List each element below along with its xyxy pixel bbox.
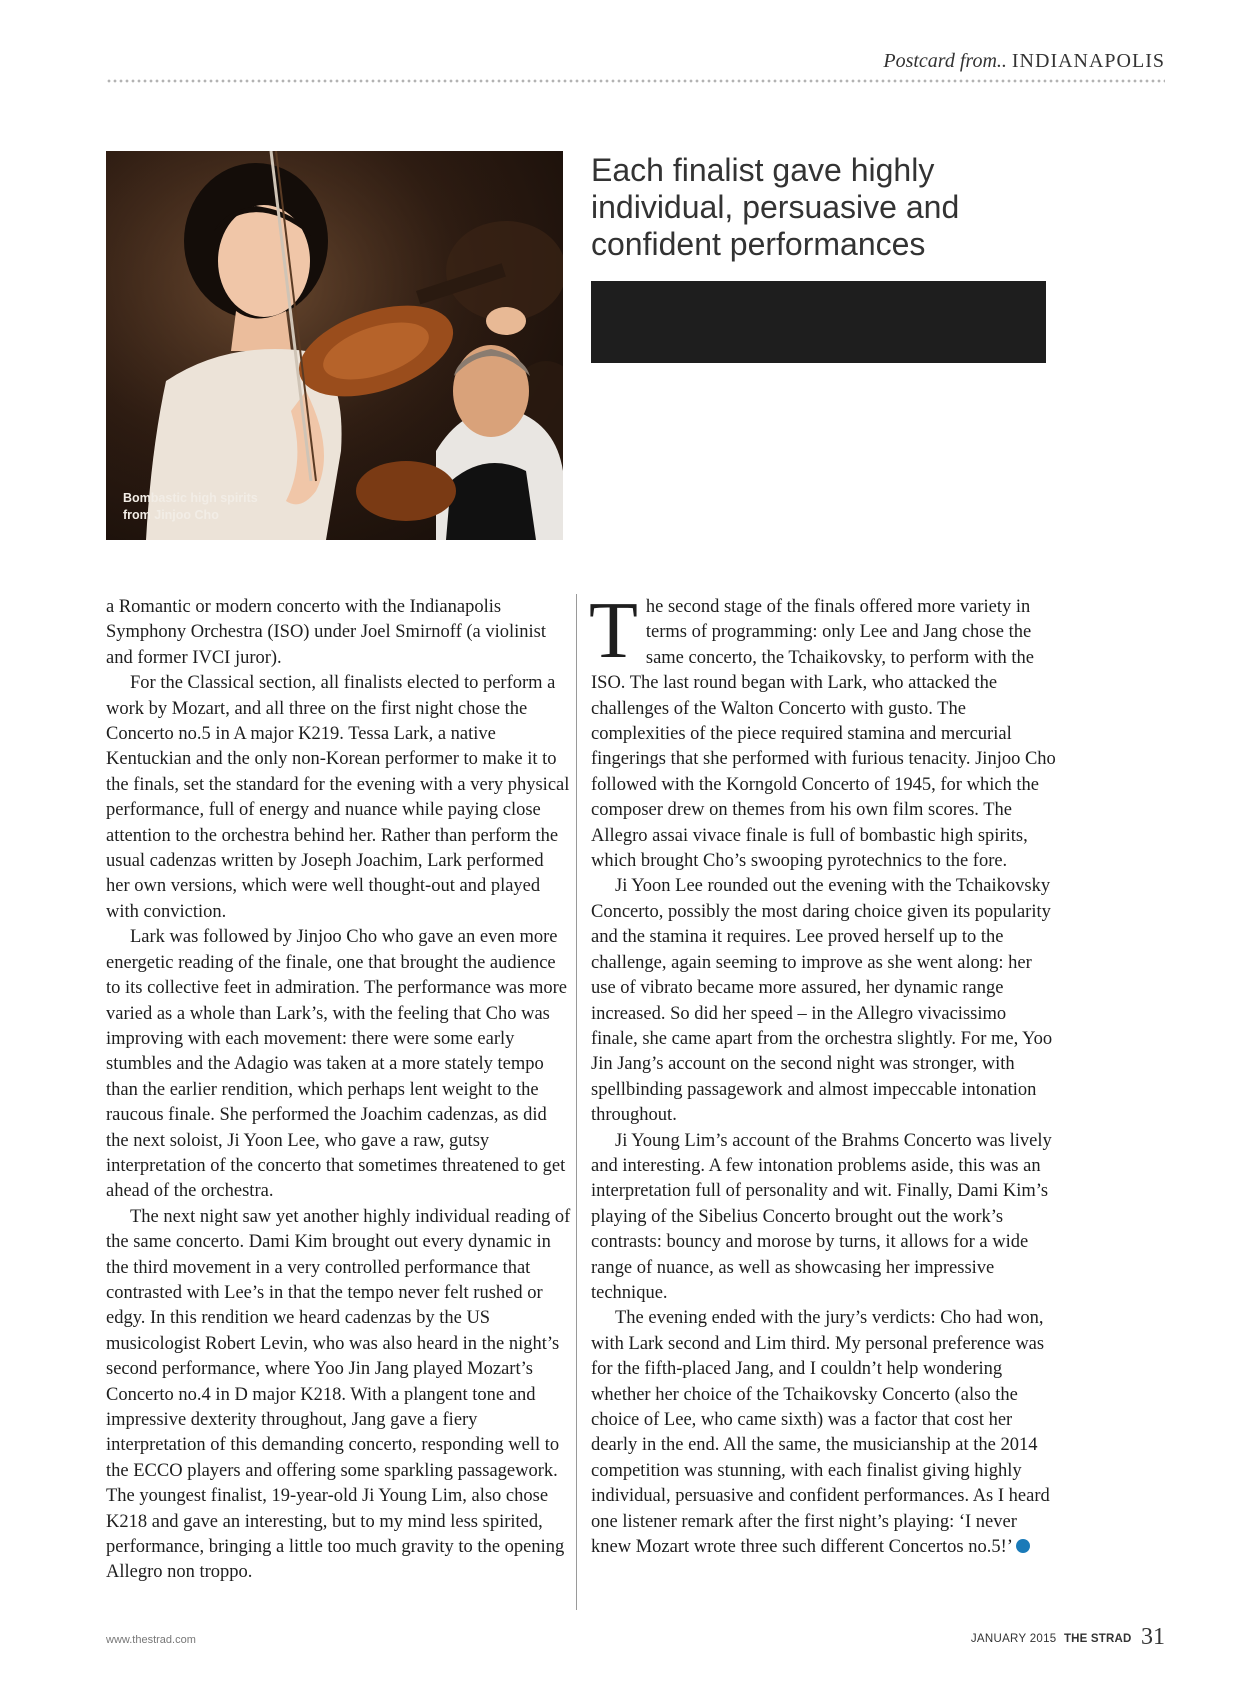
footer-date: JANUARY 2015: [970, 1633, 1057, 1645]
black-bar: [591, 281, 1046, 363]
left-paragraph-4: The next night saw yet another highly individual reading of the same concerto. Dami Kim brought out every dynamic in the third movement in a very controlled performance that contrasted with Lee’s in that the tempo never felt rushed or edgy. In this rendition we heard cadenzas by the US musicologist Robert Levin, who was also heard in the night’s second performance, where Yoo Jin Jang played Mozart’s Concerto no.4 in D major K218. With a plangent tone and impressive dexterity throughout, Jang gave a fiery interpretation of this demanding concerto, responding well to the ECCO players and offering some sparkling passagework. The youngest finalist, 19-year-old Ji Young Lim, also chose K218 and gave an interesting, but to my mind less spirited, performance, bringing a little too much gravity to the opening Allegro non troppo.: [106, 1206, 571, 1583]
right-column: [589, 587, 1056, 1560]
column-divider: [576, 594, 577, 1610]
footer-magazine-name: THE STRAD: [1063, 1633, 1132, 1645]
right-paragraph-1: [589, 587, 1056, 874]
running-head-section: INDIANAPOLIS: [1011, 50, 1165, 72]
left-paragraph-2: For the Classical section, all finalists elected to perform a work by Mozart, and all three on the first night chose the Concerto no.5 in A major K219. Tessa Lark, a native Kentuckian and the only non-Korean performer to make it to the finals, set the standard for the evening with a very physical performance, full of energy and nuance while paying close attention to the orchestra behind her. Rather than perform the usual cadenzas written by Joseph Joachim, Lark performed her own versions, which were well thought-out and played with conviction.: [106, 673, 570, 922]
right-paragraph-4-text: The evening ended with the jury’s verdicts: Cho had won, with Lark second and Lim third. My personal preference was for the fifth-placed Jang, and I couldn’t help wondering whether her choice of the Tchaikovsky Concerto (also the choice of Lee, who came sixth) was a factor that cost her dearly in the end. All the same, the musicianship at the 2014 competition was stunning, with each finalist giving highly individual, persuasive and confident performances. As I heard one listener remark after the first night’s playing: ‘I never knew Mozart wrote three such different Concertos no.5!’: [591, 1308, 1050, 1558]
photo-caption-line-2: from Jinjoo Cho: [123, 508, 219, 522]
right-paragraph-2: Ji Yoon Lee rounded out the evening with the Tchaikovsky Concerto, possibly the most daring choice given its popularity and the stamina it requires. Lee proved herself up to the challenge, again seeming to improve as she went along: her use of vibrato became more assured, her dynamic range increased. So did her speed – in the Allegro vivacissimo finale, she came apart from the orchestra slightly. For me, Yoo Jin Jang’s account on the second night was stronger, with spellbinding passagework and almost impeccable intonation throughout.: [591, 876, 1053, 1126]
running-head-prefix: Postcard from..: [883, 50, 1007, 72]
footer-folio: [971, 1624, 1165, 1651]
photo-illustration: [106, 151, 563, 540]
running-head: [883, 50, 1165, 73]
photo-caption-line-1: Bombastic high spirits: [123, 491, 258, 505]
right-paragraph-4: [591, 1306, 1056, 1560]
pull-quote: Each finalist gave highly individual, persuasive and confident performances: [591, 152, 960, 262]
right-paragraph-1-text: he second stage of the finals offered more variety in terms of programming: only Lee and Jang chose the same concerto, the Tchaikovsky, to perform with the ISO. The last round began with Lark, who attacked the challenges of the Walton Concerto with gusto. The complexities of the piece required stamina and mercurial fingerings that she performed with furious tenacity. Jinjoo Cho followed with the Korngold Concerto of 1945, for which the composer drew on themes from his own film scores. The Allegro assai vivace finale is full of bombastic high spirits, which brought Cho’s swooping pyrotechnics to the fore.: [591, 597, 1056, 872]
page-number: 31: [1141, 1624, 1165, 1650]
photo-caption: [123, 490, 323, 524]
violinist-photo: [106, 151, 563, 540]
header-dotted-rule: [106, 78, 1165, 84]
left-paragraph-1: a Romantic or modern concerto with the Indianapolis Symphony Orchestra (ISO) under Joel Smirnoff (a violinist and former IVCI juror).: [106, 597, 546, 668]
footer-url: www.thestrad.com: [106, 1634, 196, 1646]
right-paragraph-3: Ji Young Lim’s account of the Brahms Concerto was lively and interesting. A few intonation problems aside, this was an interpretation full of personality and wit. Finally, Dami Kim’s playing of the Sibelius Concerto brought out the work’s contrasts: bouncy and morose by turns, it allows for a wide range of nuance, as well as showcasing her impressive technique.: [591, 1130, 1052, 1303]
end-mark-icon: [1016, 1539, 1030, 1553]
drop-cap: T: [589, 587, 638, 675]
left-paragraph-3: Lark was followed by Jinjoo Cho who gave an even more energetic reading of the finale, one that brought the audience to its collective feet in admiration. The performance was more varied as a whole than Lark’s, with the feeling that Cho was improving with each movement: there were some early stumbles and the Adagio was taken at a more stately tempo than the earlier rendition, which perhaps lent weight to the raucous finale. She performed the Joachim cadenzas, as did the next soloist, Ji Yoon Lee, who gave a raw, gutsy interpretation of the concerto that sometimes threatened to get ahead of the orchestra.: [106, 927, 567, 1202]
left-column: [106, 595, 571, 1586]
